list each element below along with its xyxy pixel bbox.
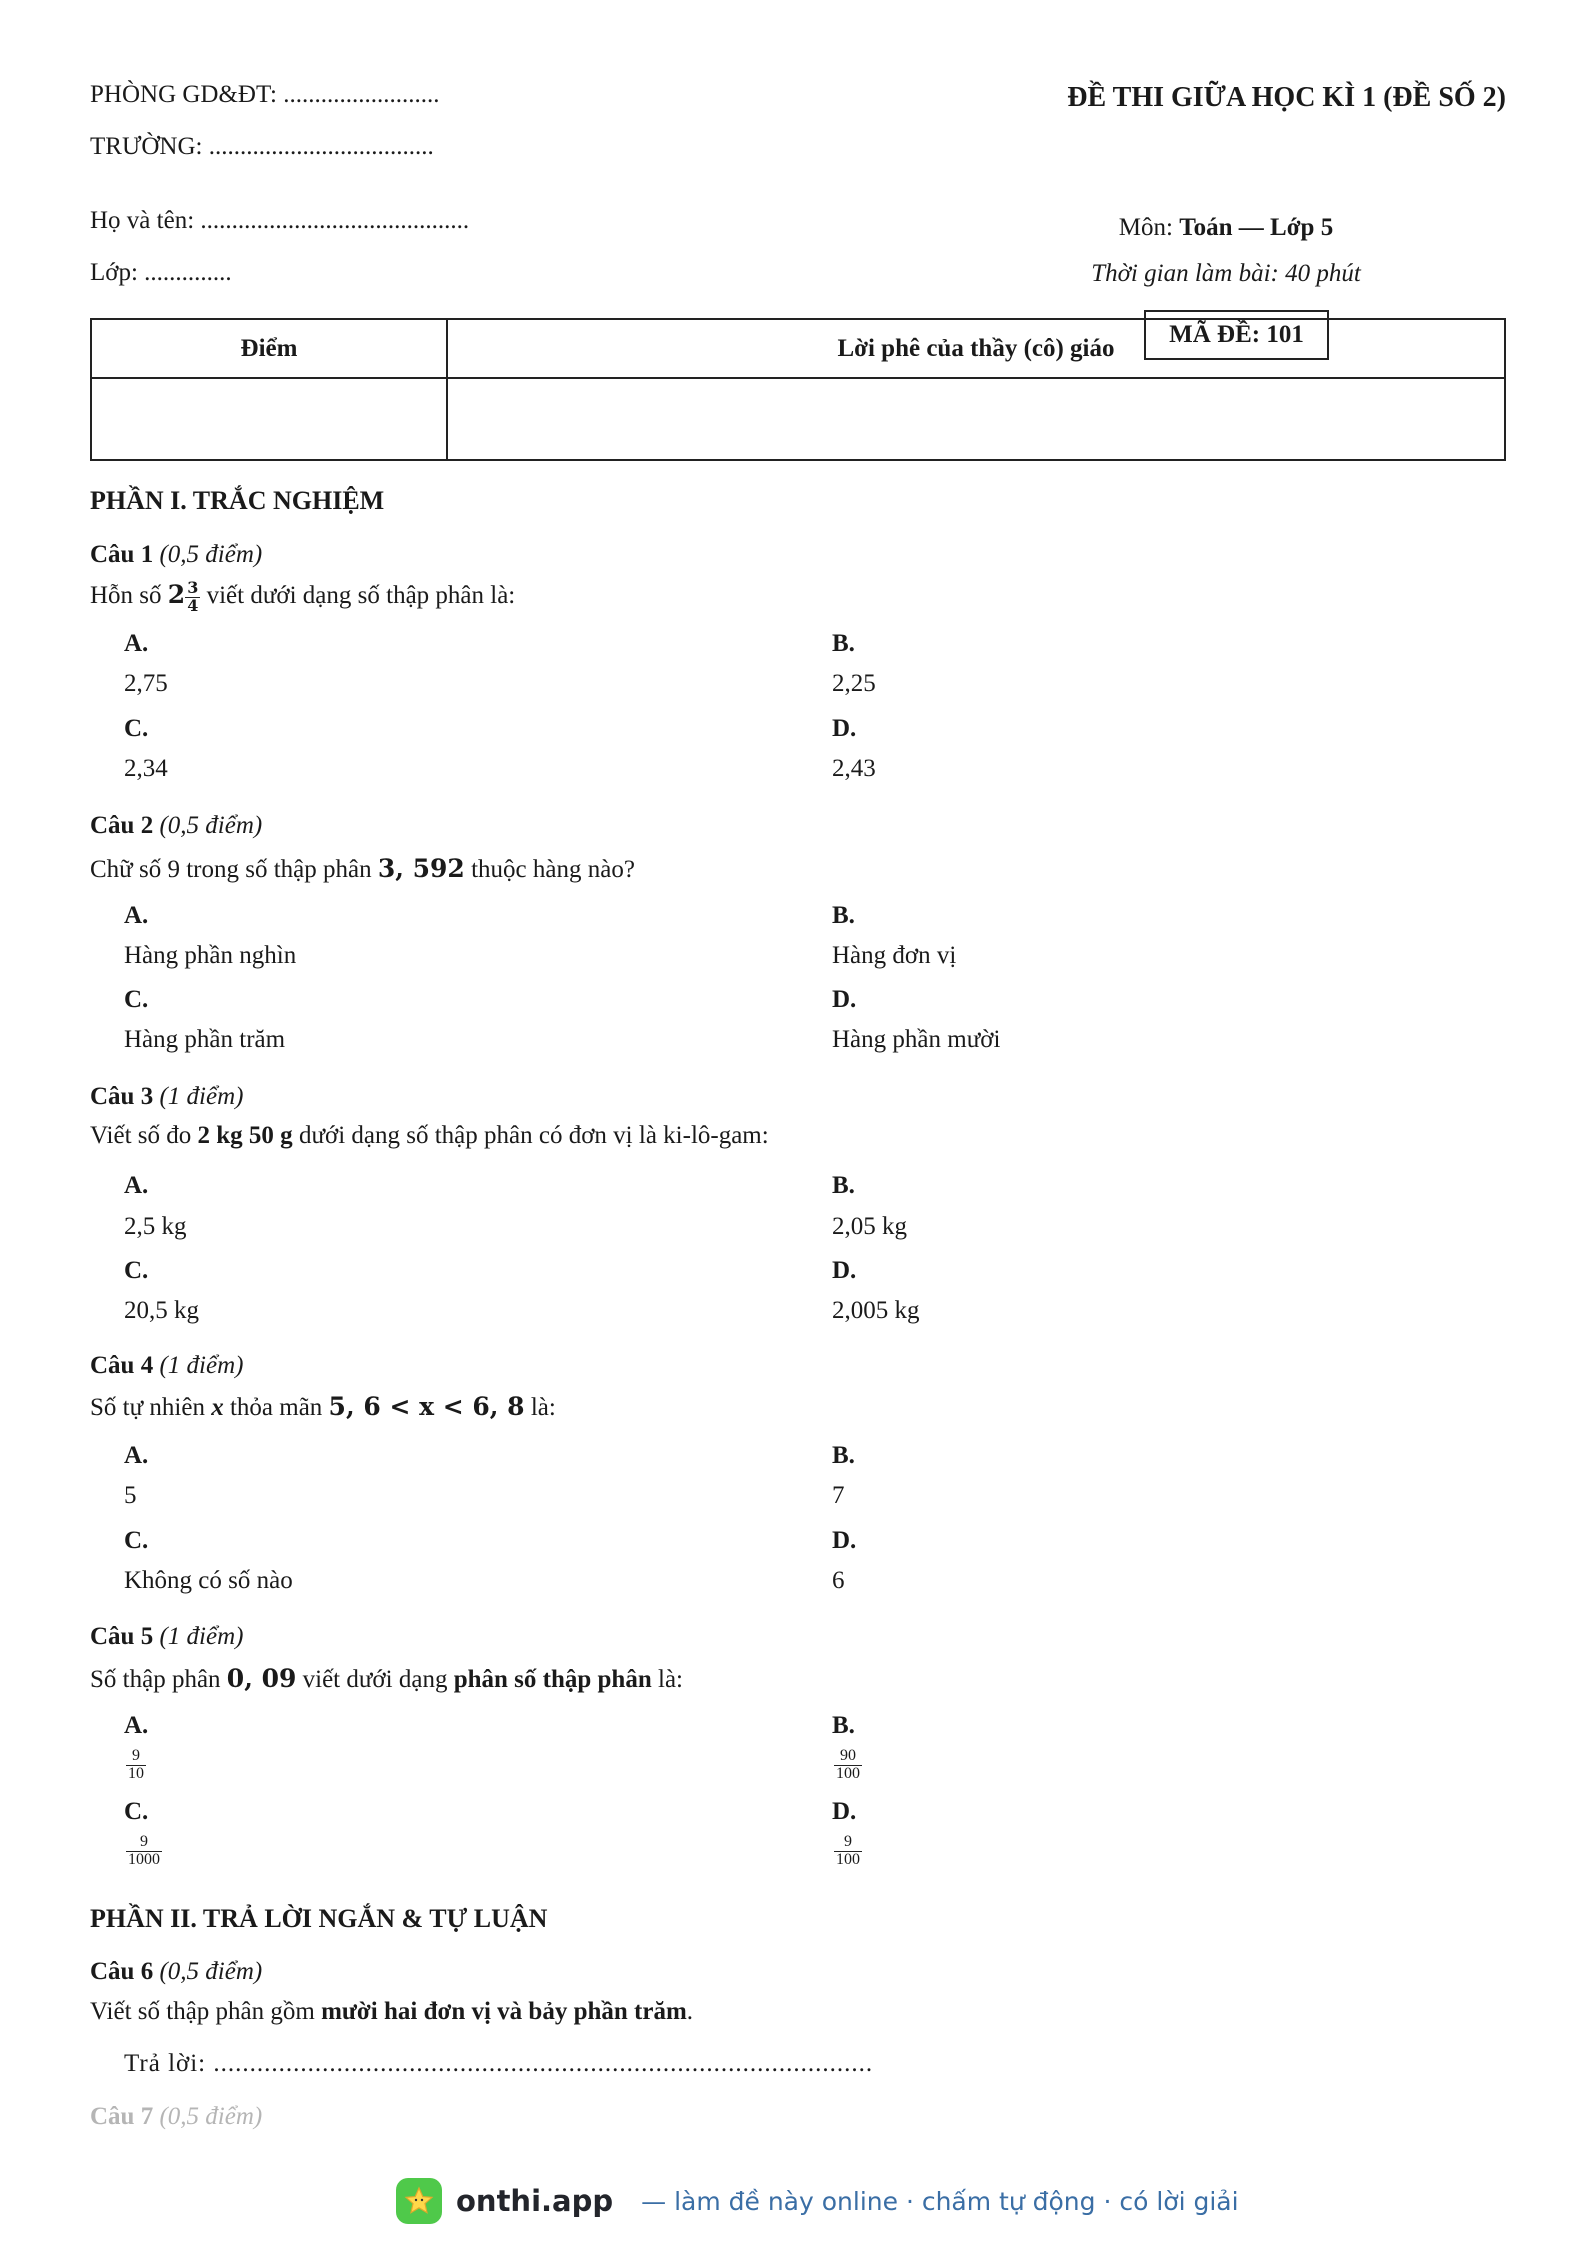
part1-heading: PHẦN I. TRẮC NGHIỆM	[90, 486, 385, 515]
q2-option-c[interactable]: Hàng phần trăm	[124, 1026, 286, 1053]
option-letter-a: A.	[124, 630, 149, 657]
q4-option-b[interactable]: 7	[832, 1482, 845, 1509]
text-part: thỏa mãn	[223, 1394, 329, 1421]
option-letter-d: D.	[832, 715, 857, 742]
frac-num: 9	[132, 1747, 140, 1764]
option-letter-b: B.	[832, 902, 855, 929]
part2-heading: PHẦN II. TRẢ LỜI NGẮN & TỰ LUẬN	[90, 1904, 548, 1933]
question-7-header	[90, 2103, 262, 2131]
text-part: thuộc hàng nào?	[464, 856, 635, 883]
frac-num: 9	[844, 1833, 852, 1850]
q4-option-d[interactable]: 6	[832, 1567, 845, 1594]
subject-line	[946, 214, 1506, 242]
fraction	[126, 1834, 162, 1869]
q4-option-a[interactable]: 5	[124, 1482, 137, 1509]
question-4-text	[90, 1392, 556, 1422]
question-label: Câu 3	[90, 1083, 154, 1110]
name-field: Họ và tên: ...........................................	[90, 207, 470, 234]
frac-den: 100	[836, 1764, 860, 1782]
comment-header: Lời phê của thầy (cô) giáo	[447, 319, 1505, 378]
question-6-header	[90, 1958, 262, 1986]
question-3-text	[90, 1122, 769, 1150]
option-letter-d: D.	[832, 1257, 857, 1284]
question-points: (0,5 điểm)	[159, 541, 263, 568]
math-expression: 0, 09	[226, 1664, 297, 1693]
q3-option-d[interactable]: 2,005 kg	[832, 1297, 920, 1324]
frac-den: 100	[836, 1850, 860, 1868]
bold-text: phân số thập phân	[453, 1666, 652, 1693]
frac-den: 4	[187, 595, 199, 615]
q1-option-c[interactable]: 2,34	[124, 755, 168, 782]
q1-option-a[interactable]: 2,75	[124, 670, 168, 697]
mixed-number-whole: 2	[167, 580, 186, 610]
math-expression: 5, 6 < x < 6, 8	[328, 1392, 525, 1421]
onthi-logo-icon	[396, 2178, 442, 2224]
text-part: dưới dạng số thập phân có đơn vị là ki-lô-gam:	[292, 1122, 769, 1149]
option-letter-a: A.	[124, 902, 149, 929]
option-letter-b: B.	[832, 1712, 855, 1739]
text-part: Số thập phân	[90, 1666, 227, 1693]
fraction	[834, 1834, 862, 1869]
question-points: (0,5 điểm)	[159, 812, 263, 839]
time-limit: Thời gian làm bài: 40 phút	[1091, 260, 1361, 287]
brand-name: onthi.app	[456, 2184, 614, 2218]
fraction	[126, 1748, 146, 1783]
score-table	[90, 318, 1506, 461]
q3-option-b[interactable]: 2,05 kg	[832, 1213, 907, 1240]
question-points: (1 điểm)	[159, 1623, 244, 1650]
comment-cell[interactable]	[447, 378, 1505, 460]
q5-option-d[interactable]	[834, 1834, 862, 1869]
mixed-number-fraction	[185, 580, 200, 615]
frac-den: 1000	[128, 1850, 160, 1868]
footer-brand[interactable]	[396, 2178, 1239, 2224]
question-points: (1 điểm)	[159, 1083, 244, 1110]
option-letter-b: B.	[832, 1442, 855, 1469]
text-part: là:	[524, 1394, 556, 1421]
footer-tagline: — làm đề này online · chấm tự động · có lời giải	[641, 2186, 1239, 2216]
question-label: Câu 7	[90, 2103, 154, 2130]
option-letter-d: D.	[832, 1527, 857, 1554]
question-label: Câu 5	[90, 1623, 154, 1650]
question-points: (1 điểm)	[159, 1352, 244, 1379]
question-points: (0,5 điểm)	[159, 2103, 263, 2130]
question-label: Câu 6	[90, 1958, 154, 1985]
option-letter-b: B.	[832, 630, 855, 657]
math-expression: 3, 592	[377, 854, 465, 883]
q2-option-d[interactable]: Hàng phần mười	[832, 1026, 1001, 1053]
text-part: Hỗn số	[90, 582, 168, 610]
question-2-header	[90, 812, 262, 840]
text-part: Số tự nhiên	[90, 1394, 212, 1421]
subject-name: Toán — Lớp 5	[1179, 214, 1334, 241]
option-letter-a: A.	[124, 1442, 149, 1469]
exam-code-box: MÃ ĐỀ: 101	[1144, 310, 1329, 360]
text-part: Viết số đo	[90, 1122, 198, 1149]
question-label: Câu 1	[90, 541, 154, 568]
bold-text: 2 kg 50 g	[197, 1122, 293, 1149]
text-part: là:	[651, 1666, 683, 1693]
q4-option-c[interactable]: Không có số nào	[124, 1567, 293, 1594]
option-letter-a: A.	[124, 1172, 149, 1199]
text-part: viết dưới dạng số thập phân là:	[200, 582, 516, 610]
option-letter-c: C.	[124, 986, 149, 1013]
question-points: (0,5 điểm)	[159, 1958, 263, 1985]
class-field: Lớp: ..............	[90, 259, 232, 286]
question-1-header	[90, 541, 262, 569]
frac-num: 3	[187, 578, 199, 597]
q1-option-d[interactable]: 2,43	[832, 755, 876, 782]
subject-prefix: Môn:	[1118, 214, 1180, 241]
question-4-header	[90, 1352, 243, 1380]
variable-x: x	[211, 1394, 224, 1421]
option-letter-a: A.	[124, 1712, 149, 1739]
option-letter-c: C.	[124, 1257, 149, 1284]
text-part: Chữ số 9 trong số thập phân	[90, 856, 378, 883]
question-label: Câu 2	[90, 812, 154, 839]
q5-option-c[interactable]	[126, 1834, 162, 1869]
frac-num: 9	[140, 1833, 148, 1850]
question-3-header	[90, 1083, 243, 1111]
exam-title: ĐỀ THI GIỮA HỌC KÌ 1 (ĐỀ SỐ 2)	[1067, 82, 1506, 113]
question-6-text	[90, 1998, 693, 2026]
q5-option-a[interactable]	[126, 1748, 146, 1783]
question-1-text	[90, 580, 515, 615]
text-part: viết dưới dạng	[296, 1666, 454, 1693]
bold-text: mười hai đơn vị và bảy phần trăm	[321, 1998, 687, 2025]
option-letter-c: C.	[124, 1798, 149, 1825]
option-letter-c: C.	[124, 715, 149, 742]
text-part: .	[686, 1998, 694, 2025]
option-letter-c: C.	[124, 1527, 149, 1554]
frac-den: 10	[128, 1764, 144, 1782]
text-part: Viết số thập phân gồm	[90, 1998, 322, 2025]
q2-option-a[interactable]: Hàng phần nghìn	[124, 942, 297, 969]
department-field: PHÒNG GD&ĐT: .........................	[90, 81, 440, 108]
score-cell[interactable]	[91, 378, 447, 460]
score-header: Điểm	[91, 319, 447, 378]
q2-option-b[interactable]: Hàng đơn vị	[832, 942, 957, 969]
question-2-text	[90, 854, 635, 884]
q6-answer-line[interactable]: Trả lời: ...........................................................................................	[124, 2050, 874, 2077]
frac-num: 90	[840, 1747, 856, 1764]
q3-option-c[interactable]: 20,5 kg	[124, 1297, 199, 1324]
q5-option-b[interactable]	[834, 1748, 862, 1783]
exam-page	[90, 0, 1506, 2244]
option-letter-b: B.	[832, 1172, 855, 1199]
q1-option-b[interactable]: 2,25	[832, 670, 876, 697]
option-letter-d: D.	[832, 1798, 857, 1825]
option-letter-d: D.	[832, 986, 857, 1013]
question-5-text	[90, 1664, 683, 1694]
question-label: Câu 4	[90, 1352, 154, 1379]
fraction	[834, 1748, 862, 1783]
q3-option-a[interactable]: 2,5 kg	[124, 1213, 187, 1240]
school-field: TRƯỜNG: ....................................	[90, 133, 434, 160]
question-5-header	[90, 1623, 243, 1651]
